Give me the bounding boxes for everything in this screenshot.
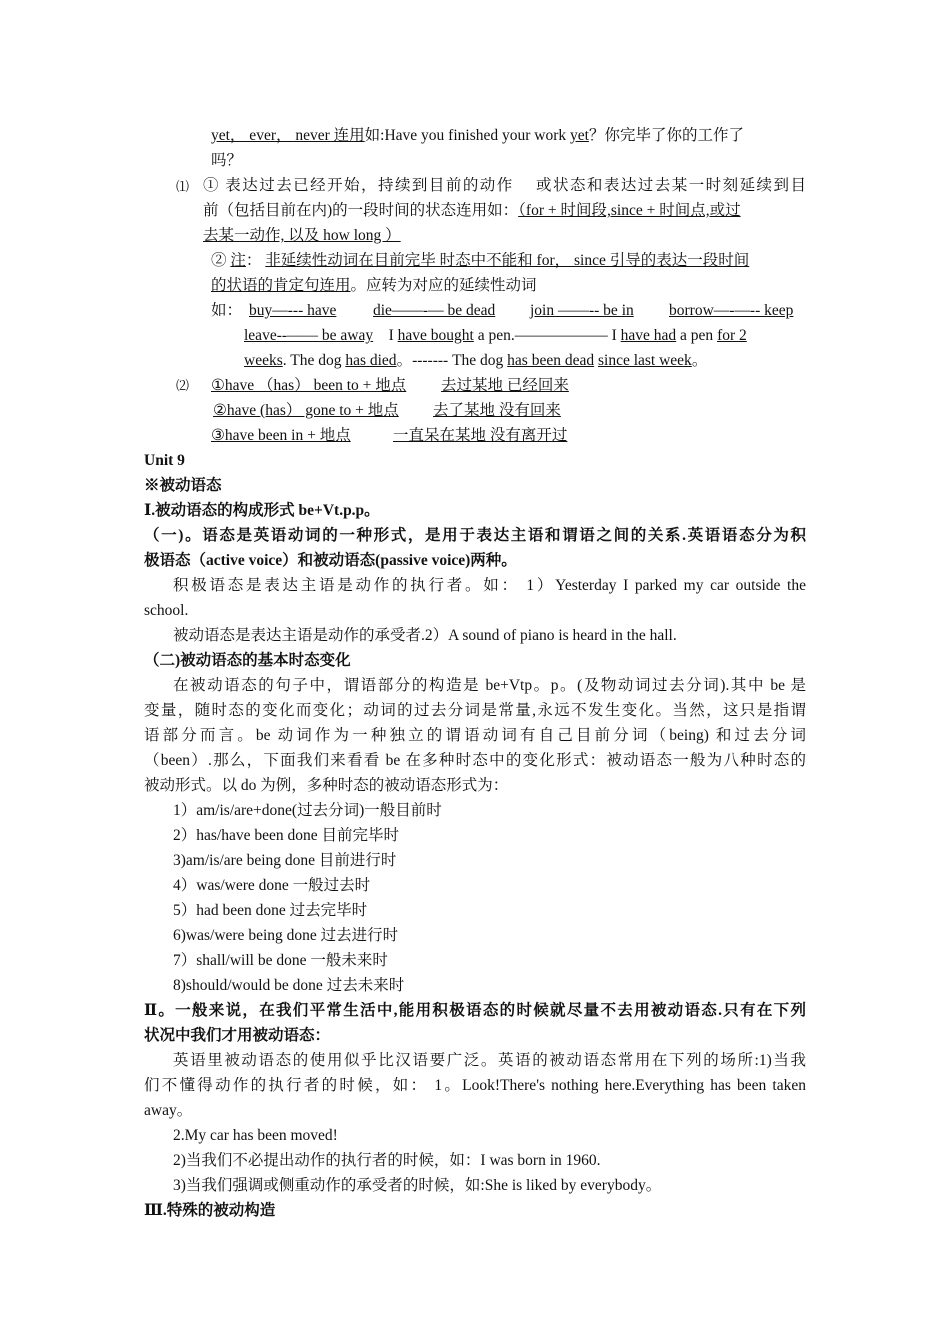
example-translation: ？你完毕了你的工作了 [588,127,744,144]
example-has-died: has died [345,352,397,369]
have-been-to: ①have （has） been to + 地点 [211,377,407,394]
example-borrow-keep: borrow—-—-- keep [669,302,794,319]
note-text-2: 的状语的肯定句连用 [211,277,351,294]
paragraph-3-line-5: 被动形式。以 do 为例，多种时态的被动语态形式为： [144,777,509,794]
example-has-been-dead: has been dead [507,352,595,369]
have-been-to-meaning: 去过某地 已经回来 [441,377,569,394]
heading-2-line-2: 极语态（active voice）和被动语态(passive voice)两种。 [144,552,517,569]
topic-title: ※被动语态 [144,477,222,494]
heading-3: （二)被动语态的基本时态变化 [144,652,351,669]
note-line-2 [211,273,537,298]
yet-ever-never-line [211,123,806,148]
example-label: 如： [211,302,243,319]
paragraph-3-line-4: （been）.那么，下面我们来看看 be 在多种时态中的变化形式：被动语态一般为八种时态的 [144,752,806,769]
duration-usage-line-2 [203,198,806,223]
example-a-pen: a pen.—————— I [473,327,621,344]
tense-item: 4）was/were done 一般过去时 [173,877,371,894]
paragraph-4-line-1: 英语里被动语态的使用似乎比汉语要广泛。英语的被动语态常用在下列的场所:1)当我 [173,1052,806,1069]
example-the-dog: . The dog [282,352,346,369]
example-buy-have: buy—--- have [249,302,337,319]
heading-1: Ⅰ.被动语态的构成形式 be+Vt.p.p。 [144,502,380,519]
have-been-in-meaning: 一直呆在某地 没有离开过 [393,427,568,444]
heading-5: Ⅲ.特殊的被动构造 [144,1202,276,1219]
section-number-4: ⑵ [176,378,190,393]
example-since-last-week: since last week [597,352,692,369]
note-label: 注 [230,252,246,269]
tense-item: 2）has/have been done 目前完毕时 [173,827,399,844]
usage-item-3: 3)当我们强调或侧重动作的承受者的时候，如:She is liked by everybody。 [173,1177,662,1194]
paragraph-3-line-3: 语部分而言。be 动词作为一种独立的谓语动词有自己目前分词（being) 和过去分词 [144,727,806,744]
tense-item: 1）am/is/are+done(过去分词)一般目前时 [173,802,442,819]
example-a-pen-2: a pen [676,327,718,344]
example-join-be-in: join ——-- be in [530,302,634,319]
note-colon: ： [245,252,266,269]
yet-word: yet [570,127,589,144]
example-leave-be-away: leave--—— be away [244,327,374,344]
for-since-phrase: （for + 时间段,since + 时间点,或过 [518,202,741,219]
duration-usage-text: 前（包括目前在内)的一段时间的状态连用如： [203,202,519,219]
note-text: 非延续性动词在目前完毕 时态中不能和 for， since 引导的表达一段时间 [265,252,750,269]
example-sentence-i: I [388,327,398,344]
note-marker: ② [211,252,231,269]
heading-2-line-1: （一)。语态是英语动词的一种形式，是用于表达主语和谓语之间的关系.英语语态分为积 [144,527,806,544]
tense-item: 6)was/were being done 过去进行时 [173,927,399,944]
paragraph-4-line-2: 们不懂得动作的执行者的时候，如： 1。Look!There's nothing here.Everything has been taken [144,1077,806,1094]
note-line-1 [211,248,806,273]
example-die-be-dead: die——-— be dead [373,302,496,319]
example-intro: 如:Have you finished your work [364,127,570,144]
example-weeks: weeks [244,352,283,369]
heading-4-line-1: Ⅱ。一般来说，在我们平常生活中,能用积极语态的时候就尽量不去用被动语态.只有在下列 [144,1002,806,1019]
yet-ever-never-line-2: 吗？ [211,152,243,169]
active-voice-line-1: 积极语态是表达主语是动作的执行者。如： 1）Yesterday I parked my car outside the [173,577,806,594]
example-for-2: for 2 [717,327,747,344]
example-car-moved: 2.My car has been moved! [173,1127,338,1144]
tense-item: 7）shall/will be done 一般未来时 [173,952,388,969]
example-leave-line [244,323,806,348]
passive-voice-line: 被动语态是表达主语是动作的承受者.2）A sound of piano is heard in the hall. [173,627,677,644]
duration-usage-line-1: ① 表达过去已经开始，持续到目前的动作 或状态和表达过去某一时刻延续到目 [203,177,806,194]
yet-ever-never-phrase: yet， ever， never 连用 [211,127,365,144]
heading-4-line-2: 状况中我们才用被动语态： [144,1027,331,1044]
tense-item: 5）had been done 过去完毕时 [173,902,368,919]
paragraph-4-line-3: away。 [144,1102,193,1119]
tense-item: 8)should/would be done 过去未来时 [173,977,405,994]
note-text-3: 。应转为对应的延续性动词 [350,277,537,294]
example-period: 。 [691,352,708,369]
example-weeks-line [244,348,707,373]
duration-usage-line-3: 去某一动作, 以及 how long ） [203,227,401,244]
tense-item: 3)am/is/are being done 目前进行时 [173,852,397,869]
paragraph-3-line-1: 在被动语态的句子中，谓语部分的构造是 be+Vtp。p。(及物动词过去分词).其中 be 是 [173,677,806,694]
example-have-bought: have bought [397,327,474,344]
example-have-had: have had [620,327,677,344]
section-number-3: ⑴ [176,179,190,194]
example-the-dog-2: 。------- The dog [396,352,508,369]
active-voice-line-2: school. [144,602,189,619]
have-been-in: ③have been in + 地点 [211,427,351,444]
have-gone-to: ②have (has） gone to + 地点 [213,402,399,419]
usage-item-2: 2)当我们不必提出动作的执行者的时候，如：I was born in 1960. [173,1152,601,1169]
paragraph-3-line-2: 变量，随时态的变化而变化；动词的过去分词是常量,永远不发生变化。当然，这只是指谓 [144,702,806,719]
have-gone-to-meaning: 去了某地 没有回来 [433,402,561,419]
unit-title: Unit 9 [144,452,185,469]
